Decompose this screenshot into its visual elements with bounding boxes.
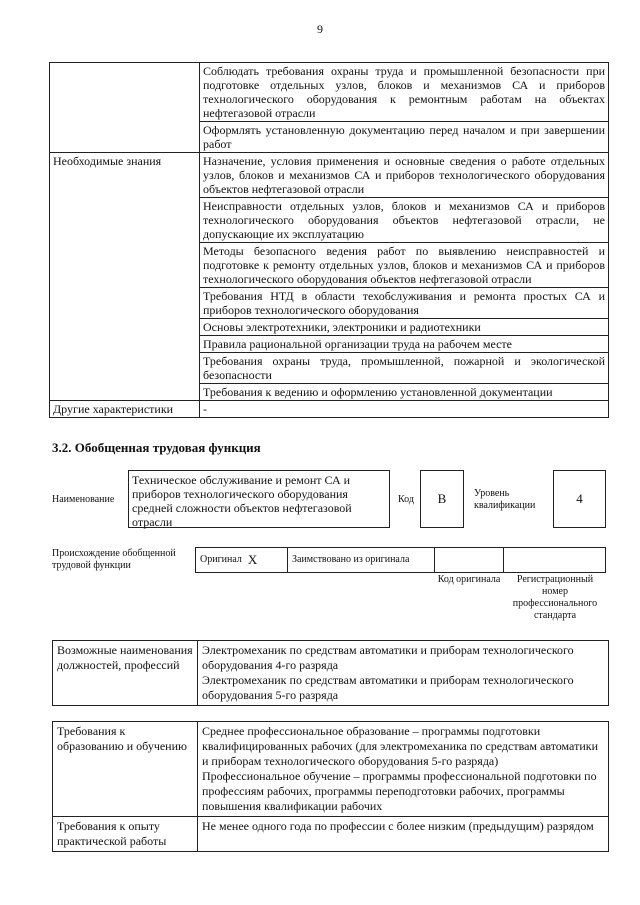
code-box bbox=[420, 470, 464, 528]
code-label: Код bbox=[398, 494, 414, 505]
row-label-empty bbox=[50, 63, 200, 153]
requirement-line: Не менее одного года по профессии с более низким (предыдущим) разрядом bbox=[202, 819, 594, 833]
position-line: Электромеханик по средствам автоматики и приборам технологического оборудования 5-го разряда bbox=[202, 673, 574, 702]
table-cell: Основы электротехники, электроники и радиотехники bbox=[200, 319, 609, 336]
requirement-line: Профессиональное обучение – программы профессиональной подготовки по профессиям рабочих, программы переподготовки рабочих, программы повышения квалификации рабочих bbox=[202, 769, 597, 813]
experience-label: Требования к опыту практической работы bbox=[53, 817, 198, 852]
table-cell: Требования к ведению и оформлению установленной документации bbox=[200, 384, 609, 401]
origin-row bbox=[195, 547, 606, 573]
row-label-other: Другие характеристики bbox=[50, 401, 200, 418]
row-label-knowledge: Необходимые знания bbox=[50, 153, 200, 401]
table-row bbox=[53, 817, 609, 852]
borrowed-label: Заимствовано из оригинала bbox=[292, 554, 410, 565]
requirement-line: Среднее профессиональное образование – программы подготовки квалифицированных рабочих (для электромеханика по средствам автоматики и приборам технологического оборудования 5-го разряда) bbox=[202, 724, 598, 768]
original-label: Оригинал bbox=[200, 554, 242, 565]
table-cell: Методы безопасного ведения работ по выявлению неисправностей и подготовке к ремонту отдельных узлов, блоков и механизмов СА и приборов технологического оборудования объектов нефтегазовой отрасли bbox=[200, 243, 609, 288]
table-cell: Правила рациональной организации труда на рабочем месте bbox=[200, 336, 609, 353]
function-name-box: Техническое обслуживание и ремонт СА и приборов технологического оборудования средней сложности объектов нефтегазовой отрасли bbox=[128, 470, 390, 528]
table-row bbox=[50, 63, 609, 122]
table-cell: Оформлять установленную документацию перед началом и при завершении работ bbox=[200, 122, 609, 153]
table-row bbox=[53, 641, 609, 706]
page-number: 9 bbox=[317, 22, 323, 36]
table-cell: Соблюдать требования охраны труда и промышленной безопасности при подготовке отдельных узлов, блоков и механизмов СА и приборов технологического оборудования к ремонтным работам на объектах нефтегазовой отрасли bbox=[200, 63, 609, 122]
positions-table bbox=[52, 640, 609, 706]
table-cell bbox=[198, 641, 609, 706]
requirements-table bbox=[52, 721, 609, 852]
table-cell: Неисправности отдельных узлов, блоков и механизмов СА и приборов технологического оборудования объектов нефтегазовой отрасли, не допускающие их эксплуатацию bbox=[200, 198, 609, 243]
table-cell bbox=[198, 722, 609, 817]
table-cell: - bbox=[200, 401, 609, 418]
section-title: 3.2. Обобщенная трудовая функция bbox=[52, 440, 261, 455]
table-cell: Требования НТД в области техобслуживания и ремонта простых СА и приборов технологического оборудования bbox=[200, 288, 609, 319]
knowledge-table bbox=[49, 62, 609, 418]
education-label: Требования к образованию и обучению bbox=[53, 722, 198, 817]
reg-number-caption: Регистрационный номер профессионального стандарта bbox=[512, 574, 598, 621]
origin-code-cell bbox=[434, 548, 504, 572]
table-row bbox=[50, 153, 609, 198]
code-value: B bbox=[437, 491, 447, 506]
origin-code-caption: Код оригинала bbox=[437, 574, 501, 585]
level-label: Уровень квалификации bbox=[474, 488, 536, 511]
level-value: 4 bbox=[576, 491, 583, 506]
position-line: Электромеханик по средствам автоматики и приборам технологического оборудования 4-го разряда bbox=[202, 643, 574, 672]
original-cell bbox=[196, 548, 288, 572]
table-cell: Требования охраны труда, промышленной, пожарной и экологической безопасности bbox=[200, 353, 609, 384]
origin-label: Происхождение обобщенной трудовой функции bbox=[52, 548, 176, 571]
table-row bbox=[53, 722, 609, 817]
table-row bbox=[50, 401, 609, 418]
table-cell bbox=[198, 817, 609, 852]
name-label: Наименование bbox=[52, 494, 115, 505]
positions-label: Возможные наименования должностей, профессий bbox=[53, 641, 198, 706]
table-cell: Назначение, условия применения и основные сведения о работе отдельных узлов, блоков и механизмов СА и приборов технологического оборудования объектов нефтегазовой отрасли bbox=[200, 153, 609, 198]
level-box bbox=[553, 470, 606, 528]
original-mark: X bbox=[247, 552, 258, 567]
